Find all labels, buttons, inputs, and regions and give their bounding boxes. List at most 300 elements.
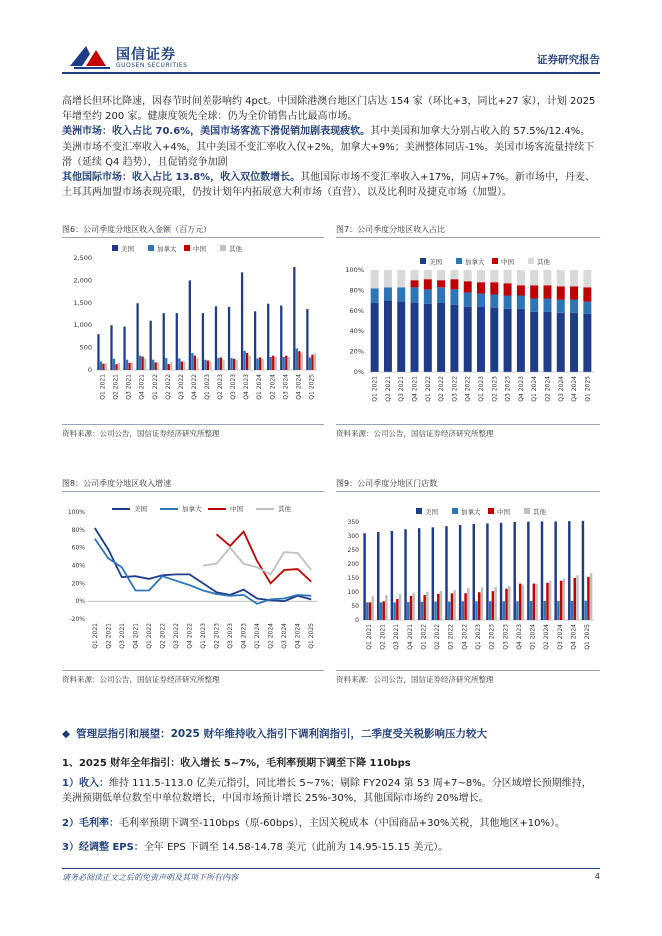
x-tick-label: Q1 2024	[254, 623, 262, 649]
bar-加拿大	[366, 602, 368, 620]
bar-其他	[118, 363, 120, 370]
x-tick-label: Q1 2023	[200, 623, 207, 649]
legend-label-0: 美国	[425, 508, 438, 516]
stacked-bar-其他	[504, 270, 512, 283]
bar-美国	[445, 526, 447, 620]
x-tick-label: Q2 2023	[213, 623, 221, 649]
bar-其他	[399, 594, 401, 620]
x-tick-label: Q1 2024	[531, 376, 539, 402]
bar-美国	[513, 522, 515, 620]
fig6-source: 资料来源：公司公告，国信证券经济研究所整理	[62, 429, 220, 438]
guosen-logo-icon	[66, 40, 114, 72]
x-tick-label: Q4 2024	[571, 376, 579, 402]
bar-中国	[492, 591, 494, 620]
stacked-bar-加拿大	[371, 288, 379, 302]
x-tick-label: Q4 2024	[294, 623, 302, 649]
bar-美国	[123, 327, 125, 370]
bar-加拿大	[544, 601, 546, 620]
bar-加拿大	[243, 351, 245, 370]
x-tick-label: Q1 2022	[424, 376, 432, 402]
x-tick-label: Q3 2022	[447, 624, 455, 650]
guidance-subtitle: 1、2025 财年全年指引：收入增长 5~7%，毛利率预期下调至下降 110bps	[62, 758, 411, 769]
stacked-bar-美国	[530, 312, 538, 372]
bar-其他	[222, 360, 224, 370]
legend-swatch-1	[148, 245, 154, 251]
bar-加拿大	[448, 602, 450, 620]
legend-swatch-1	[452, 508, 458, 514]
stacked-bar-其他	[464, 270, 472, 281]
bar-中国	[533, 584, 535, 620]
stacked-bar-美国	[490, 308, 498, 372]
x-tick-label: Q1 2023	[478, 376, 485, 402]
bar-其他	[157, 362, 159, 370]
x-tick-label: Q3 2024	[282, 374, 290, 400]
intl-text: 其他国际市场不变汇率收入+17%，同店+7%。新市场中，丹麦、土耳其两加盟市场表现亮眼，仍按计划年内拓展意大利市场（直营）、以及比利时及捷克市场（加盟）。	[62, 172, 596, 199]
x-tick-label: Q2 2021	[384, 376, 392, 402]
bar-中国	[194, 356, 196, 370]
bar-中国	[410, 596, 412, 620]
legend-label-2: 中国	[501, 258, 514, 266]
fig8-title: 图8：公司季度分地区收入增速	[62, 479, 172, 488]
x-tick-label: Q1 2023	[475, 624, 482, 650]
x-tick-label: Q2 2023	[491, 376, 499, 402]
x-tick-label: Q4 2022	[186, 623, 194, 649]
legend-swatch-3	[524, 508, 530, 514]
stacked-bar-美国	[557, 313, 565, 372]
x-tick-label: Q3 2021	[393, 624, 401, 650]
stacked-bar-其他	[570, 270, 578, 286]
x-tick-label: Q1 2022	[420, 624, 428, 650]
bar-美国	[500, 523, 502, 620]
bar-美国	[459, 525, 461, 620]
y-tick-label: 2,500	[73, 254, 92, 262]
bar-美国	[306, 309, 308, 370]
fig7-top-line	[336, 237, 600, 238]
x-tick-label: Q2 2022	[164, 374, 172, 400]
bar-其他	[314, 353, 316, 370]
y-tick-label: 50	[351, 603, 359, 610]
footer-disclaimer: 请务必阅读正文之后的免责声明及其项下所有内容	[62, 873, 238, 882]
report-type: 证券研究报告	[537, 54, 600, 66]
guidance-item-revenue: 1）收入：维持 111.5-113.0 亿美元指引，同比增长 5~7%；剔除 FY2024 第 53 周+7~8%。分区域增长预期维持，美洲预期低单位数至中单位数增长，中国市场预计增长 25%-30%，其他国际市场约 20%增长。	[62, 778, 592, 804]
fig9-bottom-line	[336, 670, 600, 671]
bar-美国	[541, 521, 543, 620]
stacked-bar-中国	[411, 280, 419, 287]
stacked-bar-其他	[477, 270, 485, 282]
bar-美国	[150, 321, 152, 370]
bar-加拿大	[217, 358, 219, 370]
china-text: 高增长但环比降速，因春节时间差影响约 4pct。中国除港澳台地区门店达 154 家（环比+3，同比+27 家），计划 2025 年增至约 200 家。健康度领先全球：仍为全价销售占比最高市场。	[62, 96, 596, 123]
x-tick-label: Q1 2024	[529, 624, 537, 650]
bar-美国	[293, 267, 295, 370]
bar-加拿大	[530, 601, 532, 620]
legend-swatch-3	[528, 258, 534, 264]
bar-其他	[453, 590, 455, 620]
stacked-bar-中国	[517, 285, 525, 295]
bar-中国	[142, 357, 144, 370]
fig7-bottom-line	[336, 424, 600, 425]
y-tick-label: 0%	[75, 598, 85, 606]
y-tick-label: -20%	[69, 616, 85, 623]
bar-其他	[549, 581, 551, 620]
bar-美国	[110, 325, 112, 370]
stacked-bar-其他	[543, 270, 551, 285]
stacked-bar-其他	[530, 270, 538, 285]
legend-label-3: 其他	[229, 245, 242, 253]
bar-中国	[382, 601, 384, 620]
y-tick-label: 80%	[349, 286, 364, 295]
x-tick-label: Q2 2023	[488, 624, 496, 650]
bar-美国	[363, 533, 365, 620]
stacked-bar-中国	[570, 286, 578, 299]
bar-中国	[437, 594, 439, 620]
americas-label: 美洲市场：收入占比 70.6%，美国市场客流下滑促销加剧表现疲软。	[62, 126, 371, 138]
bar-中国	[207, 361, 209, 370]
bar-加拿大	[178, 358, 180, 370]
diamond-bullet-icon: ◆	[62, 728, 71, 740]
bar-中国	[574, 578, 576, 620]
bar-其他	[535, 584, 537, 620]
bar-加拿大	[100, 361, 102, 370]
y-tick-label: 250	[347, 547, 359, 554]
x-tick-label: Q1 2025	[584, 624, 592, 650]
bar-其他	[262, 359, 264, 370]
bar-加拿大	[270, 357, 272, 370]
bar-美国	[377, 532, 379, 620]
legend-swatch-0	[416, 508, 422, 514]
x-tick-label: Q4 2023	[240, 623, 248, 649]
y-tick-label: 1,000	[73, 321, 92, 330]
stacked-bar-中国	[424, 279, 432, 289]
legend-swatch-0	[112, 245, 118, 251]
stacked-bar-其他	[371, 270, 379, 288]
fig8-bottom-line	[62, 670, 324, 671]
bar-加拿大	[462, 601, 464, 620]
x-tick-label: Q2 2023	[217, 374, 225, 400]
x-tick-label: Q3 2021	[398, 376, 406, 402]
page-number: 4	[594, 872, 600, 881]
bar-其他	[412, 593, 414, 620]
stacked-bar-美国	[543, 312, 551, 372]
bar-加拿大	[557, 601, 559, 620]
bar-美国	[97, 334, 99, 370]
stacked-bar-加拿大	[384, 287, 392, 300]
bar-加拿大	[309, 357, 311, 370]
y-tick-label: 100	[347, 589, 359, 596]
bar-美国	[254, 311, 256, 370]
stacked-bar-加拿大	[504, 296, 512, 309]
guidance-section-title: ◆ 管理层指引和展望：2025 财年维持收入指引下调利润指引，二季度受关税影响压力较大	[62, 728, 487, 740]
stacked-bar-美国	[583, 314, 591, 372]
stacked-bar-加拿大	[530, 299, 538, 312]
bar-中国	[396, 599, 398, 620]
bar-加拿大	[257, 358, 259, 370]
bar-中国	[464, 593, 466, 620]
stacked-bar-中国	[490, 282, 498, 294]
stacked-bar-其他	[424, 270, 432, 279]
bar-中国	[505, 589, 507, 620]
x-tick-label: Q3 2024	[281, 623, 289, 649]
bar-美国	[554, 521, 556, 620]
fig9-title: 图9：公司季度分地区门店数	[336, 479, 438, 488]
y-tick-label: 350	[347, 519, 359, 526]
stacked-bar-美国	[570, 313, 578, 372]
y-tick-label: 100%	[345, 266, 364, 274]
bar-美国	[486, 523, 488, 620]
fig6-bottom-line	[62, 424, 324, 425]
y-tick-label: 20%	[349, 347, 364, 356]
bar-中国	[587, 577, 589, 620]
bar-中国	[102, 364, 104, 370]
bar-美国	[267, 304, 269, 370]
x-tick-label: Q4 2021	[132, 623, 140, 649]
x-tick-label: Q2 2022	[434, 624, 442, 650]
bar-中国	[233, 359, 235, 370]
x-tick-label: Q1 2024	[256, 374, 264, 400]
stacked-bar-美国	[517, 309, 525, 372]
stacked-bar-美国	[384, 301, 392, 372]
x-tick-label: Q1 2021	[365, 624, 373, 650]
stacked-bar-中国	[543, 285, 551, 298]
bar-其他	[467, 588, 469, 620]
bar-加拿大	[283, 357, 285, 370]
legend-swatch-2	[488, 508, 494, 514]
legend-label-3: 其他	[537, 258, 550, 266]
legend-label-2: 中国	[497, 508, 510, 516]
y-tick-label: 0%	[353, 368, 364, 376]
x-tick-label: Q4 2023	[515, 624, 523, 650]
bar-其他	[275, 357, 277, 370]
legend-swatch-2	[492, 258, 498, 264]
bar-其他	[183, 361, 185, 370]
stacked-bar-其他	[384, 270, 392, 287]
fig7-title: 图7：公司季度分地区收入占比	[336, 225, 446, 234]
x-tick-label: Q1 2021	[91, 623, 99, 649]
bar-加拿大	[503, 601, 505, 620]
stacked-bar-加拿大	[397, 287, 405, 301]
stacked-bar-中国	[530, 285, 538, 298]
x-tick-label: Q1 2021	[99, 374, 107, 400]
bar-其他	[131, 362, 133, 370]
stacked-bar-美国	[450, 305, 458, 372]
x-tick-label: Q2 2021	[105, 623, 113, 649]
x-tick-label: Q1 2023	[204, 374, 211, 400]
x-tick-label: Q3 2022	[172, 623, 180, 649]
bar-其他	[494, 587, 496, 620]
x-tick-label: Q2 2021	[379, 624, 387, 650]
bar-中国	[298, 351, 300, 370]
stacked-bar-加拿大	[490, 294, 498, 307]
y-tick-label: 0	[87, 366, 92, 374]
x-tick-label: Q2 2021	[112, 374, 120, 400]
bar-其他	[288, 357, 290, 370]
legend-label-2: 中国	[193, 245, 206, 253]
bar-中国	[560, 581, 562, 620]
x-tick-label: Q2 2024	[544, 376, 552, 402]
x-tick-label: Q3 2024	[556, 624, 564, 650]
bar-美国	[582, 521, 584, 620]
legend-label-0: 美国	[429, 258, 442, 266]
stacked-bar-美国	[504, 309, 512, 372]
bar-加拿大	[516, 601, 518, 620]
bar-中国	[285, 356, 287, 370]
x-tick-label: Q3 2023	[227, 623, 235, 649]
fig6-chart	[62, 240, 324, 420]
bar-美国	[527, 522, 529, 620]
y-tick-label: 60%	[71, 544, 85, 552]
bar-美国	[163, 313, 165, 370]
stacked-bar-美国	[411, 303, 419, 372]
intl-label: 其他国际市场：收入占比 13.8%，收入双位数增长。	[62, 172, 301, 184]
bar-中国	[220, 357, 222, 370]
stacked-bar-美国	[424, 304, 432, 372]
legend-label-0: 美国	[134, 505, 147, 513]
x-tick-label: Q4 2021	[406, 624, 414, 650]
x-tick-label: Q3 2023	[230, 374, 238, 400]
line-series-加拿大	[95, 539, 311, 604]
x-tick-label: Q4 2022	[190, 374, 198, 400]
bar-中国	[128, 363, 130, 370]
bar-加拿大	[139, 356, 141, 370]
y-tick-label: 500	[79, 343, 92, 352]
y-tick-label: 200	[347, 561, 359, 568]
bar-加拿大	[407, 602, 409, 620]
y-tick-label: 150	[347, 575, 359, 582]
fig7-source: 资料来源：公司公告，国信证券经济研究所整理	[336, 429, 494, 438]
bar-中国	[246, 353, 248, 370]
y-tick-label: 2,000	[73, 276, 92, 285]
fig6-title: 图6：公司季度分地区收入金额（百万元）	[62, 225, 212, 234]
bar-中国	[423, 595, 425, 620]
stacked-bar-加拿大	[557, 300, 565, 313]
legend-swatch-3	[220, 245, 226, 251]
legend-swatch-2	[184, 245, 190, 251]
bar-中国	[259, 357, 261, 370]
bar-美国	[280, 305, 282, 370]
bar-中国	[369, 602, 371, 620]
legend-label-1: 加拿大	[182, 505, 202, 513]
bar-美国	[228, 307, 230, 370]
stacked-bar-中国	[504, 283, 512, 295]
stacked-bar-加拿大	[583, 302, 591, 314]
bar-其他	[563, 579, 565, 620]
bar-其他	[522, 585, 524, 620]
y-tick-label: 20%	[71, 580, 85, 588]
fig8-source: 资料来源：公司公告，国信证券经济研究所整理	[62, 675, 220, 684]
bar-其他	[481, 588, 483, 620]
stacked-bar-加拿大	[517, 296, 525, 309]
stacked-bar-中国	[464, 281, 472, 292]
bar-加拿大	[584, 601, 586, 620]
bar-其他	[385, 595, 387, 620]
legend-label-3: 其他	[533, 508, 546, 516]
x-tick-label: Q3 2021	[125, 374, 133, 400]
bar-其他	[576, 575, 578, 620]
bar-加拿大	[434, 602, 436, 620]
bar-中国	[311, 355, 313, 370]
fig9-source: 资料来源：公司公告，国信证券经济研究所整理	[336, 675, 494, 684]
bar-加拿大	[113, 359, 115, 370]
x-tick-label: Q3 2022	[451, 376, 459, 402]
bar-其他	[144, 359, 146, 370]
fig6-top-line	[62, 237, 324, 238]
footer-divider	[62, 868, 600, 869]
x-tick-label: Q4 2021	[138, 374, 146, 400]
x-tick-label: Q1 2021	[371, 376, 379, 402]
bar-美国	[404, 529, 406, 620]
bar-美国	[136, 303, 138, 370]
guidance-item-margin: 2）毛利率：毛利率预期下调至-110bps（原-60bps），主因关税成本（中国商品+30%关税，其他地区+10%）。	[62, 818, 566, 829]
fig8-chart	[62, 494, 324, 666]
bar-其他	[196, 358, 198, 370]
legend-label-2: 中国	[230, 505, 243, 513]
stacked-bar-其他	[517, 270, 525, 285]
stacked-bar-中国	[437, 280, 445, 287]
bar-加拿大	[296, 348, 298, 370]
x-tick-label: Q2 2022	[159, 623, 167, 649]
bar-加拿大	[191, 353, 193, 370]
header-divider	[62, 72, 600, 74]
x-tick-label: Q3 2023	[504, 376, 512, 402]
logo-en: GUOSEN SECURITIES	[116, 62, 188, 69]
stacked-bar-加拿大	[424, 289, 432, 303]
bar-中国	[451, 593, 453, 620]
bar-其他	[170, 362, 172, 370]
x-tick-label: Q1 2025	[308, 623, 316, 649]
stacked-bar-美国	[397, 302, 405, 372]
bar-其他	[248, 356, 250, 370]
bar-美国	[176, 313, 178, 370]
stacked-bar-其他	[437, 270, 445, 280]
legend-label-0: 美国	[121, 245, 134, 253]
stacked-bar-美国	[371, 303, 379, 372]
stacked-bar-美国	[437, 303, 445, 372]
bar-美国	[215, 306, 217, 370]
bar-美国	[473, 524, 475, 620]
bar-其他	[440, 591, 442, 620]
bar-美国	[418, 528, 420, 620]
bar-美国	[432, 527, 434, 620]
x-tick-label: Q4 2021	[411, 376, 419, 402]
y-tick-label: 40%	[71, 562, 85, 570]
bar-其他	[301, 353, 303, 370]
bar-其他	[508, 586, 510, 620]
bar-加拿大	[421, 602, 423, 620]
x-tick-label: Q4 2023	[517, 376, 525, 402]
x-tick-label: Q2 2024	[267, 623, 275, 649]
bar-中国	[546, 583, 548, 620]
y-tick-label: 60%	[349, 306, 364, 315]
logo-cn: 国信证券	[116, 47, 176, 63]
bar-加拿大	[475, 601, 477, 620]
bar-其他	[235, 360, 237, 370]
legend-swatch-0	[420, 258, 426, 264]
bar-其他	[209, 361, 211, 370]
stacked-bar-其他	[583, 270, 591, 287]
stacked-bar-加拿大	[437, 287, 445, 302]
bar-其他	[590, 573, 592, 620]
stacked-bar-加拿大	[543, 299, 551, 312]
x-tick-label: Q4 2023	[243, 374, 251, 400]
y-tick-label: 300	[347, 533, 359, 540]
stacked-bar-其他	[411, 270, 419, 280]
x-tick-label: Q4 2024	[570, 624, 578, 650]
stacked-bar-中国	[583, 287, 591, 301]
bar-其他	[426, 592, 428, 620]
stacked-bar-中国	[477, 282, 485, 293]
stacked-bar-中国	[450, 279, 458, 289]
x-tick-label: Q2 2024	[269, 374, 277, 400]
